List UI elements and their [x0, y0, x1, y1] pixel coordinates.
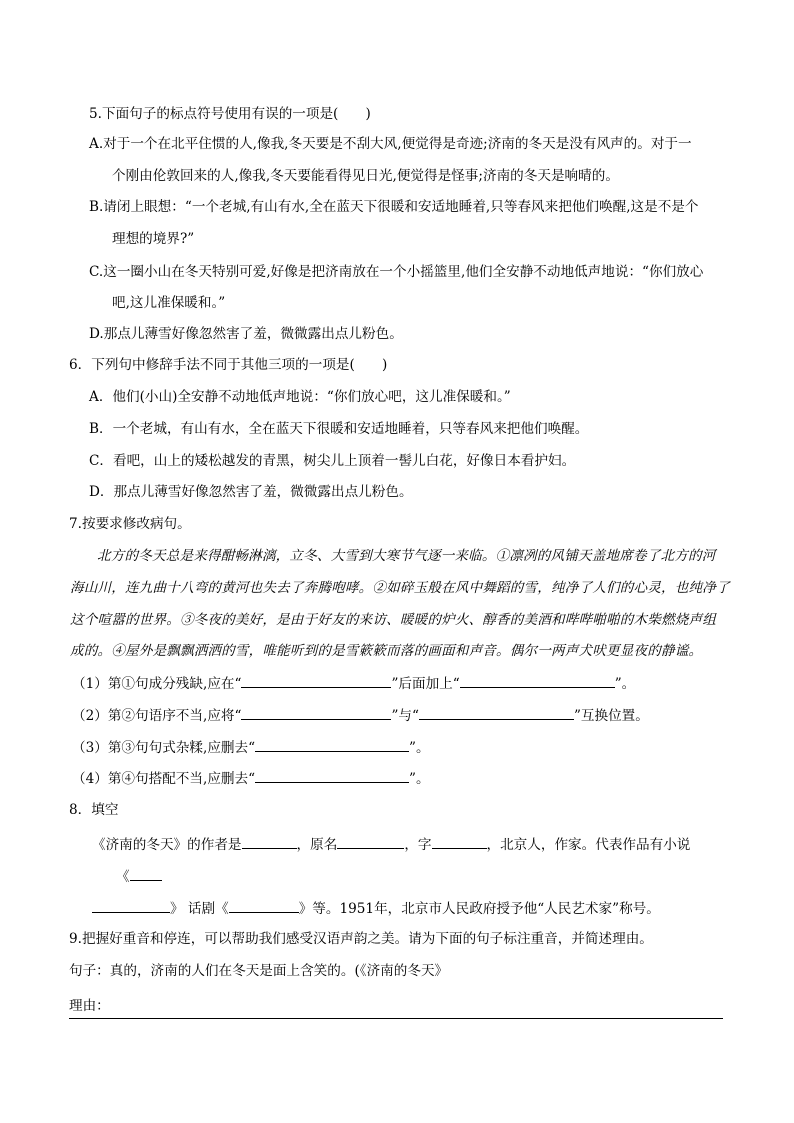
q5-option-c-line1: C.这一圈小山在冬天特别可爱,好像是把济南放在一个小摇篮里,他们全安静不动地低声地说：“你们放心 [89, 264, 704, 280]
q6-option-a: A．他们(小山)全安静不动地低声地说：“你们放心吧，这儿准保暖和。” [89, 389, 511, 405]
q5-option-b-line1: B.请闭上眼想：“一个老城,有山有水,全在蓝天下很暖和安适地睡着,只等春风来把他们唤醒,这是不是个 [89, 199, 699, 215]
q8-stem: 8．填空 [69, 802, 119, 818]
q5-stem: 5.下面句子的标点符号使用有误的一项是( ) [89, 106, 371, 122]
answer-blank[interactable] [241, 673, 391, 688]
q7-passage-line2: 海山川，连九曲十八弯的黄河也失去了奔腾咆哮。②如碎玉般在风中舞蹈的雪，纯净了人们的心灵，也纯净了 [70, 580, 730, 596]
answer-line[interactable] [69, 1018, 723, 1019]
q6-option-b: B．一个老城，有山有水，全在蓝天下很暖和安适地睡着，只等春风来把他们唤醒。 [89, 421, 589, 437]
answer-blank[interactable] [241, 705, 391, 720]
q7-sub3: （3）第③句句式杂糅,应删去“ ”。 [72, 737, 430, 758]
q9-stem: 9.把握好重音和停连，可以帮助我们感受汉语声韵之美。请为下面的句子标注重音，并简述理由。 [69, 931, 653, 947]
q9-sentence: 句子：真的，济南的人们在冬天是面上含笑的。(《济南的冬天》 [69, 963, 449, 979]
q6-option-c: C．看吧，山上的矮松越发的青黑，树尖儿上顶着一髻儿白花，好像日本看护妇。 [89, 453, 576, 469]
answer-blank[interactable] [255, 768, 409, 783]
q7-sub1: （1）第①句成分残缺,应在“ ”后面加上“ ”。 [72, 673, 635, 694]
q7-passage-line3: 这个喧嚣的世界。③冬夜的美好，是由于好友的来访、暖暖的炉火、醇香的美酒和哔哔啪啪的木柴燃烧声组 [70, 612, 716, 628]
q7-sub2: （2）第②句语序不当,应将“ ”与“ ”互换位置。 [72, 705, 649, 726]
answer-blank[interactable] [460, 673, 615, 688]
q7-stem: 7.按要求修改病句。 [69, 516, 191, 532]
q8-line3: 》 话剧《 》等。1951年，北京市人民政府授予他“人民艺术家”称号。 [92, 898, 660, 919]
q9-reason-label: 理由： [69, 998, 110, 1014]
q7-passage-line1: 北方的冬天总是来得酣畅淋漓，立冬、大雪到大寒节气逐一来临。①凛冽的风铺天盖地席卷了北方的河 [97, 548, 716, 564]
answer-blank[interactable] [337, 834, 404, 849]
q8-line1: 《济南的冬天》的作者是 ，原名 ，字 ，北京人，作家。代表作品有小说 [92, 834, 690, 855]
q5-option-c-line2: 吧,这儿准保暖和。” [112, 295, 226, 311]
q7-sub4: （4）第④句搭配不当,应删去“ ”。 [72, 768, 430, 789]
q6-option-d: D．那点儿薄雪好像忽然害了羞，微微露出点儿粉色。 [89, 484, 413, 500]
q6-stem: 6．下列句中修辞手法不同于其他三项的一项是( ) [69, 357, 388, 373]
answer-blank[interactable] [130, 866, 162, 881]
answer-blank[interactable] [419, 705, 574, 720]
answer-blank[interactable] [229, 898, 299, 913]
answer-blank[interactable] [242, 834, 297, 849]
answer-blank[interactable] [255, 737, 409, 752]
q5-option-a-line1: A.对于一个在北平住惯的人,像我,冬天要是不刮大风,便觉得是奇迹;济南的冬天是没有风声的。对于一 [89, 136, 692, 152]
answer-blank[interactable] [432, 834, 487, 849]
answer-blank[interactable] [92, 898, 170, 913]
q5-option-d: D.那点儿薄雪好像忽然害了羞，微微露出点儿粉色。 [89, 326, 403, 342]
q7-passage-line4: 成的。④屋外是飘飘洒洒的雪，唯能听到的是雪簌簌而落的画面和声音。偶尔一两声犬吠更显夜的静谧。 [70, 643, 703, 659]
q8-line2: 《 [116, 866, 162, 887]
q5-option-a-line2: 个刚由伦敦回来的人,像我,冬天要能看得见日光,便觉得是怪事;济南的冬天是响晴的。 [112, 168, 619, 184]
q5-option-b-line2: 理想的境界?” [112, 231, 195, 247]
